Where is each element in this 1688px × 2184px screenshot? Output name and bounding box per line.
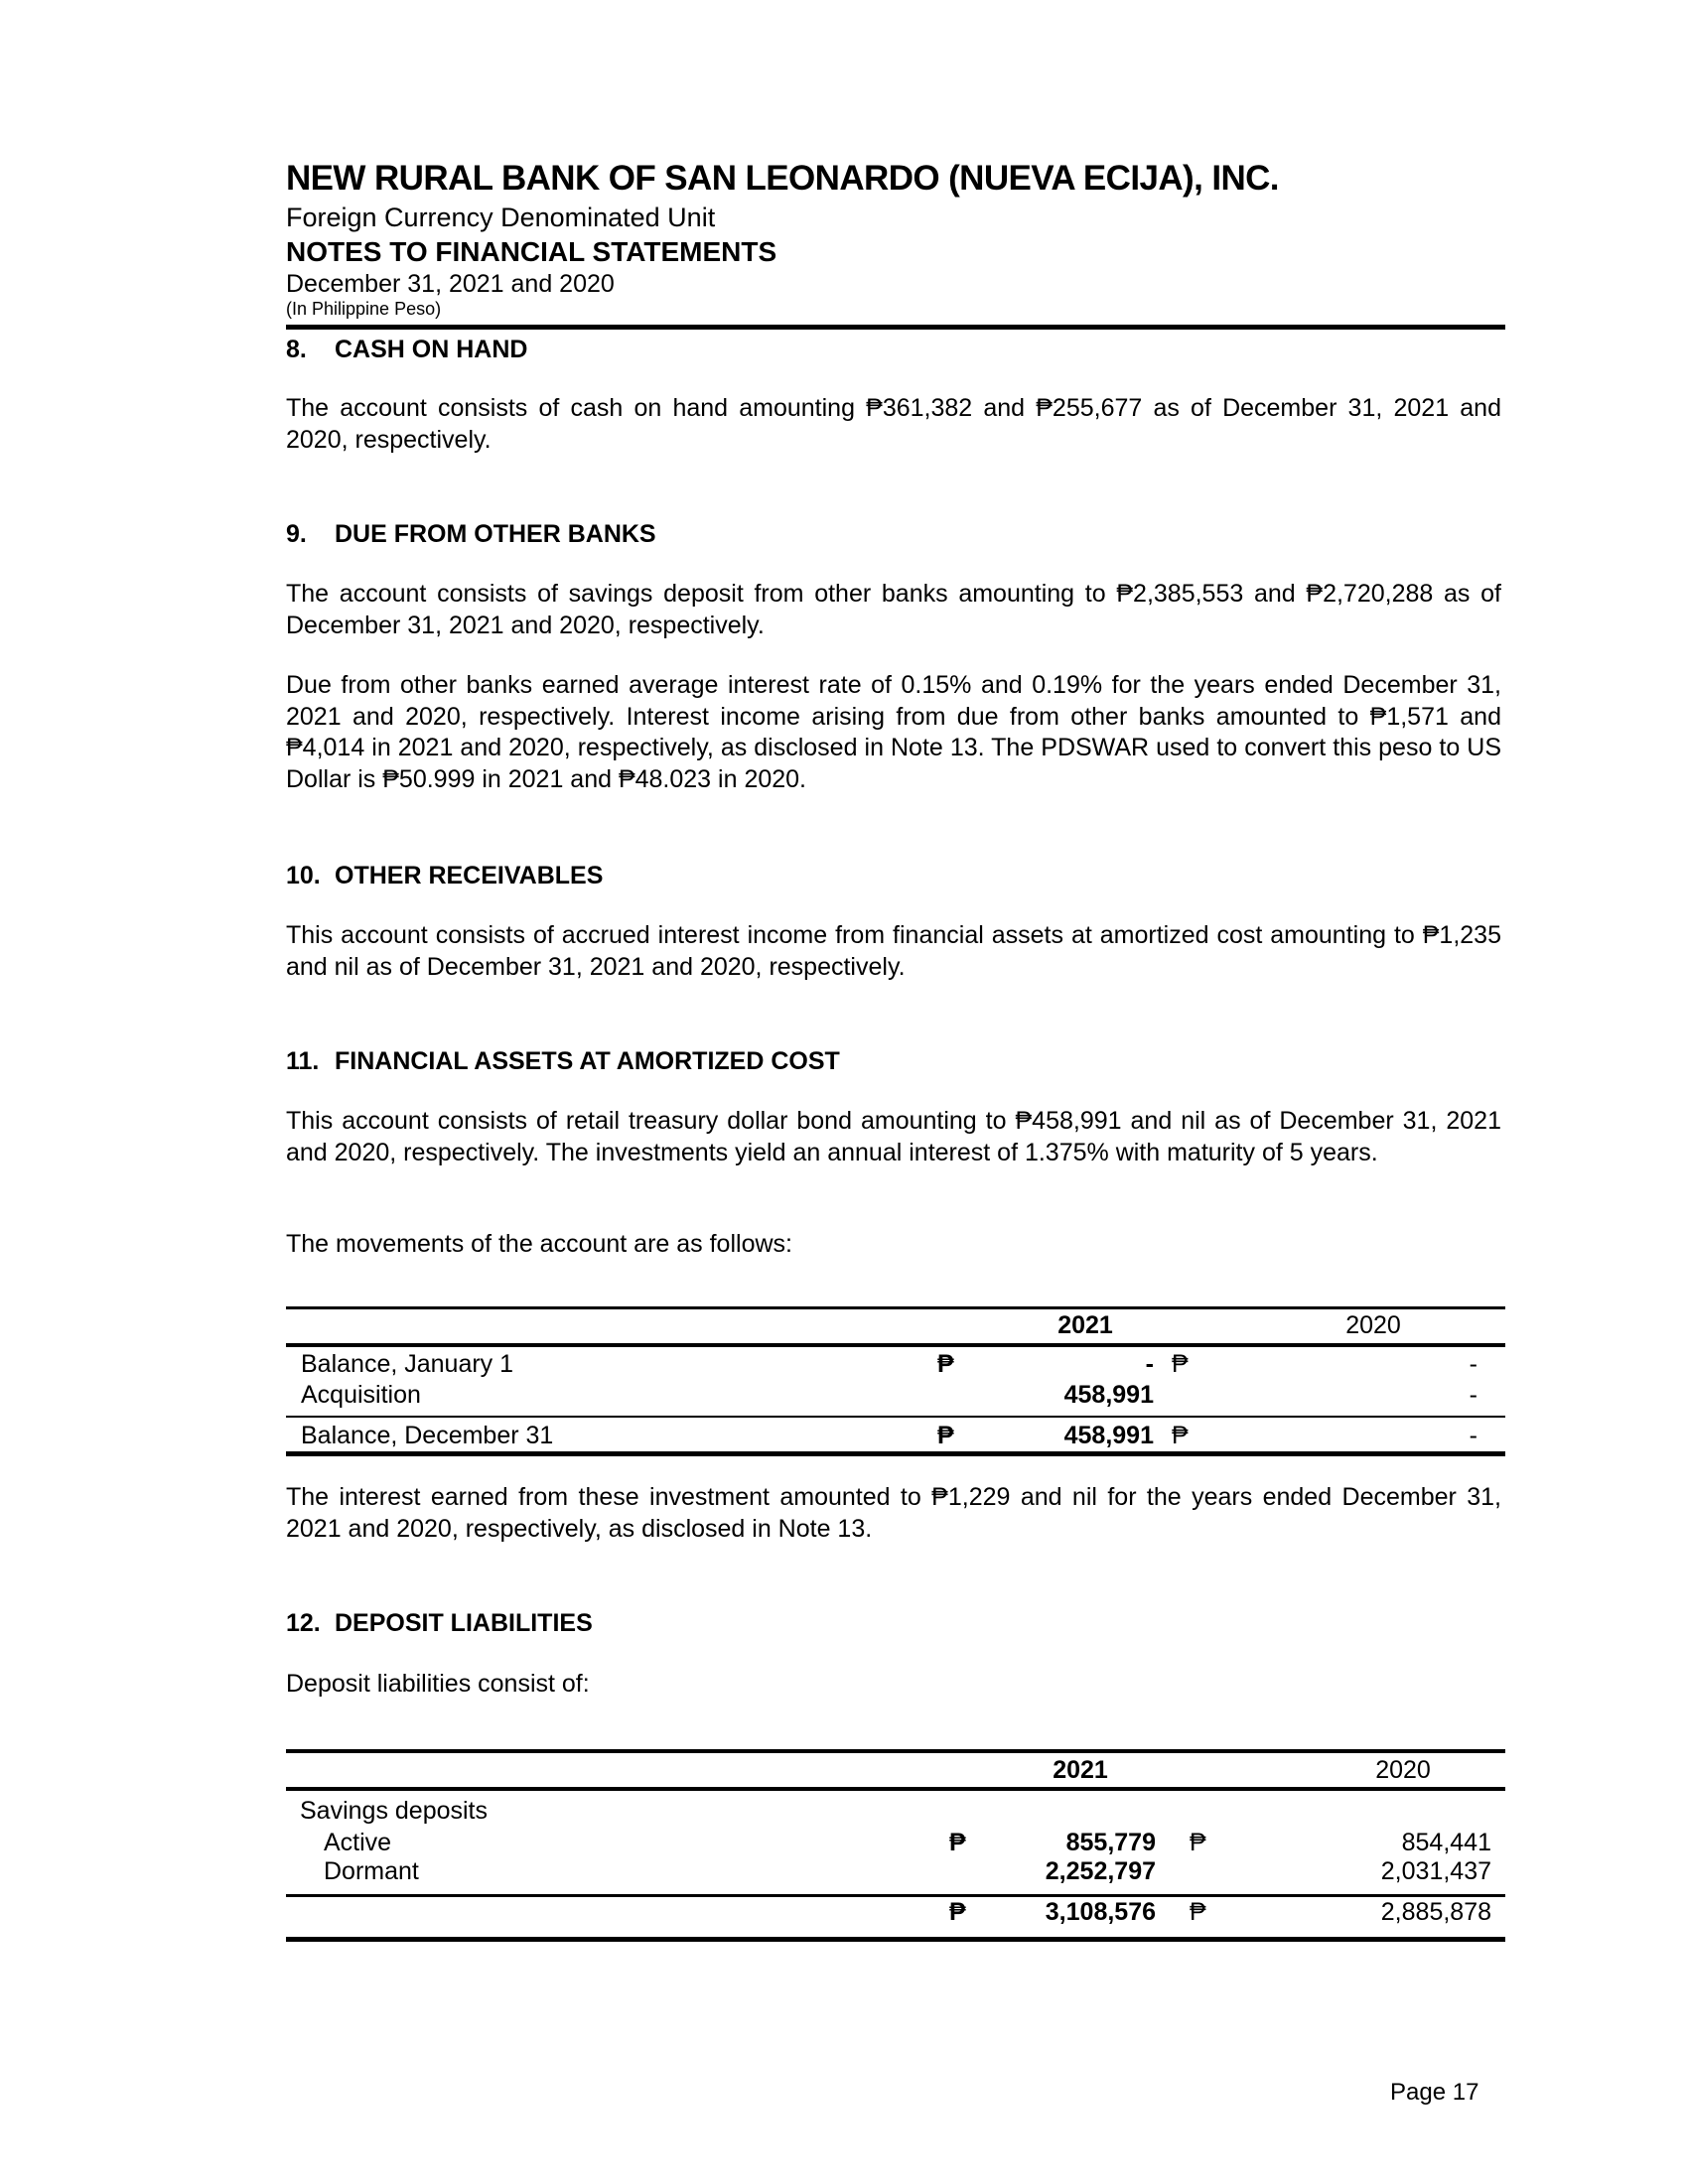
section-number: 12.: [286, 1609, 321, 1637]
value-2020: -: [1469, 1422, 1477, 1449]
section-title: DUE FROM OTHER BANKS: [335, 520, 656, 548]
header-divider: [286, 325, 1505, 330]
paragraph-cash-on-hand: The account consists of cash on hand amounting ₱361,382 and ₱255,677 as of December 31, 2021 and 2020, respectively.: [286, 394, 1501, 454]
deposit-liabilities-table: [286, 1737, 1505, 1946]
document-title: NOTES TO FINANCIAL STATEMENTS: [286, 236, 777, 267]
paragraph-deposit-intro: Deposit liabilities consist of:: [286, 1670, 590, 1698]
table-row-label: Balance, December 31: [301, 1422, 554, 1449]
peso-sign: ₱: [949, 1898, 966, 1926]
section-title: CASH ON HAND: [335, 336, 528, 363]
table-header-rule: [286, 1343, 1505, 1347]
table-top-rule: [286, 1306, 1505, 1309]
value-2021: 2,252,797: [1045, 1857, 1156, 1885]
section-number: 10.: [286, 862, 321, 889]
section-title: OTHER RECEIVABLES: [335, 862, 604, 889]
total-2021: 3,108,576: [1045, 1898, 1156, 1926]
paragraph-due-from-banks-1: The account consists of savings deposit from other banks amounting to ₱2,385,553 and ₱2,720,288 as of December 31, 2021 and 2020, respectively.: [286, 580, 1501, 639]
peso-sign: ₱: [1172, 1422, 1189, 1449]
section-title: FINANCIAL ASSETS AT AMORTIZED COST: [335, 1047, 840, 1075]
page-number: Page 17: [1390, 2079, 1479, 2106]
table-bottom-rule: [286, 1937, 1505, 1942]
table-top-rule: [286, 1749, 1505, 1753]
paragraph-other-receivables: This account consists of accrued interest income from financial assets at amortized cost amounting to ₱1,235 and nil as of December 31, 2021 and 2020, respectively.: [286, 921, 1501, 981]
table-header-rule: [286, 1787, 1505, 1791]
paragraph-financial-assets: This account consists of retail treasury dollar bond amounting to ₱458,991 and nil as of December 31, 2021 and 2020, respectively. The investments yield an annual interest of 1.375% with maturity of 5 years.: [286, 1107, 1501, 1166]
section-number: 9.: [286, 520, 307, 548]
peso-sign: ₱: [937, 1422, 954, 1449]
period-date: December 31, 2021 and 2020: [286, 270, 615, 298]
peso-sign: ₱: [1190, 1829, 1206, 1856]
value-2021: 458,991: [1063, 1422, 1154, 1449]
table-row-label: Active: [324, 1829, 392, 1856]
section-title: DEPOSIT LIABILITIES: [335, 1609, 593, 1637]
value-2020: -: [1469, 1350, 1477, 1378]
section-heading-due-from-other-banks: [286, 520, 656, 549]
currency-note: (In Philippine Peso): [286, 299, 442, 319]
peso-sign: ₱: [1190, 1898, 1206, 1926]
value-2020: 2,031,437: [1380, 1857, 1491, 1885]
paragraph-due-from-banks-2: Due from other banks earned average interest rate of 0.15% and 0.19% for the years ended December 31, 2021 and 2020, respectively. Interest income arising from due from other banks amounted to ₱1,571 and ₱4,014 in 2021 and 2020, respectively, as disclosed in Note 13. The PDSWAR used to convert this peso to US Dollar is ₱50.999 in 2021 and ₱48.023 in 2020.: [286, 671, 1501, 793]
paragraph-movements-intro: The movements of the account are as follows:: [286, 1230, 792, 1258]
column-header-2020: 2020: [1345, 1311, 1401, 1339]
value-2021: 855,779: [1065, 1829, 1156, 1856]
peso-sign: ₱: [937, 1350, 954, 1378]
value-2020: -: [1469, 1381, 1477, 1409]
section-heading-deposit-liabilities: [286, 1609, 593, 1638]
table-row-label: Balance, January 1: [301, 1350, 514, 1378]
peso-sign: ₱: [1172, 1350, 1189, 1378]
table-subtotal-rule: [286, 1416, 1505, 1418]
table-subtotal-rule: [286, 1894, 1505, 1897]
unit-subtitle: Foreign Currency Denominated Unit: [286, 203, 716, 232]
table-bottom-rule: [286, 1451, 1505, 1456]
value-2020: 854,441: [1401, 1829, 1491, 1856]
table-row-label: Dormant: [324, 1857, 419, 1885]
section-heading-other-receivables: [286, 862, 603, 890]
section-number: 11.: [286, 1047, 320, 1075]
amortized-cost-movements-table: [286, 1293, 1505, 1461]
column-header-2021: 2021: [1057, 1311, 1113, 1339]
peso-sign: ₱: [949, 1829, 966, 1856]
column-header-2021: 2021: [1053, 1756, 1108, 1784]
table-row-label: Acquisition: [301, 1381, 421, 1409]
table-row-label: Savings deposits: [300, 1797, 489, 1825]
value-2021: -: [1145, 1350, 1154, 1378]
section-heading-cash-on-hand: [286, 336, 527, 364]
company-name: NEW RURAL BANK OF SAN LEONARDO (NUEVA ECIJA), INC.: [286, 159, 1279, 198]
section-number: 8.: [286, 336, 307, 363]
column-header-2020: 2020: [1375, 1756, 1431, 1784]
total-2020: 2,885,878: [1380, 1898, 1491, 1926]
value-2021: 458,991: [1063, 1381, 1154, 1409]
paragraph-interest-earned: The interest earned from these investment amounted to ₱1,229 and nil for the years ended December 31, 2021 and 2020, respectively, as disclosed in Note 13.: [286, 1483, 1501, 1543]
section-heading-financial-assets: [286, 1047, 840, 1076]
